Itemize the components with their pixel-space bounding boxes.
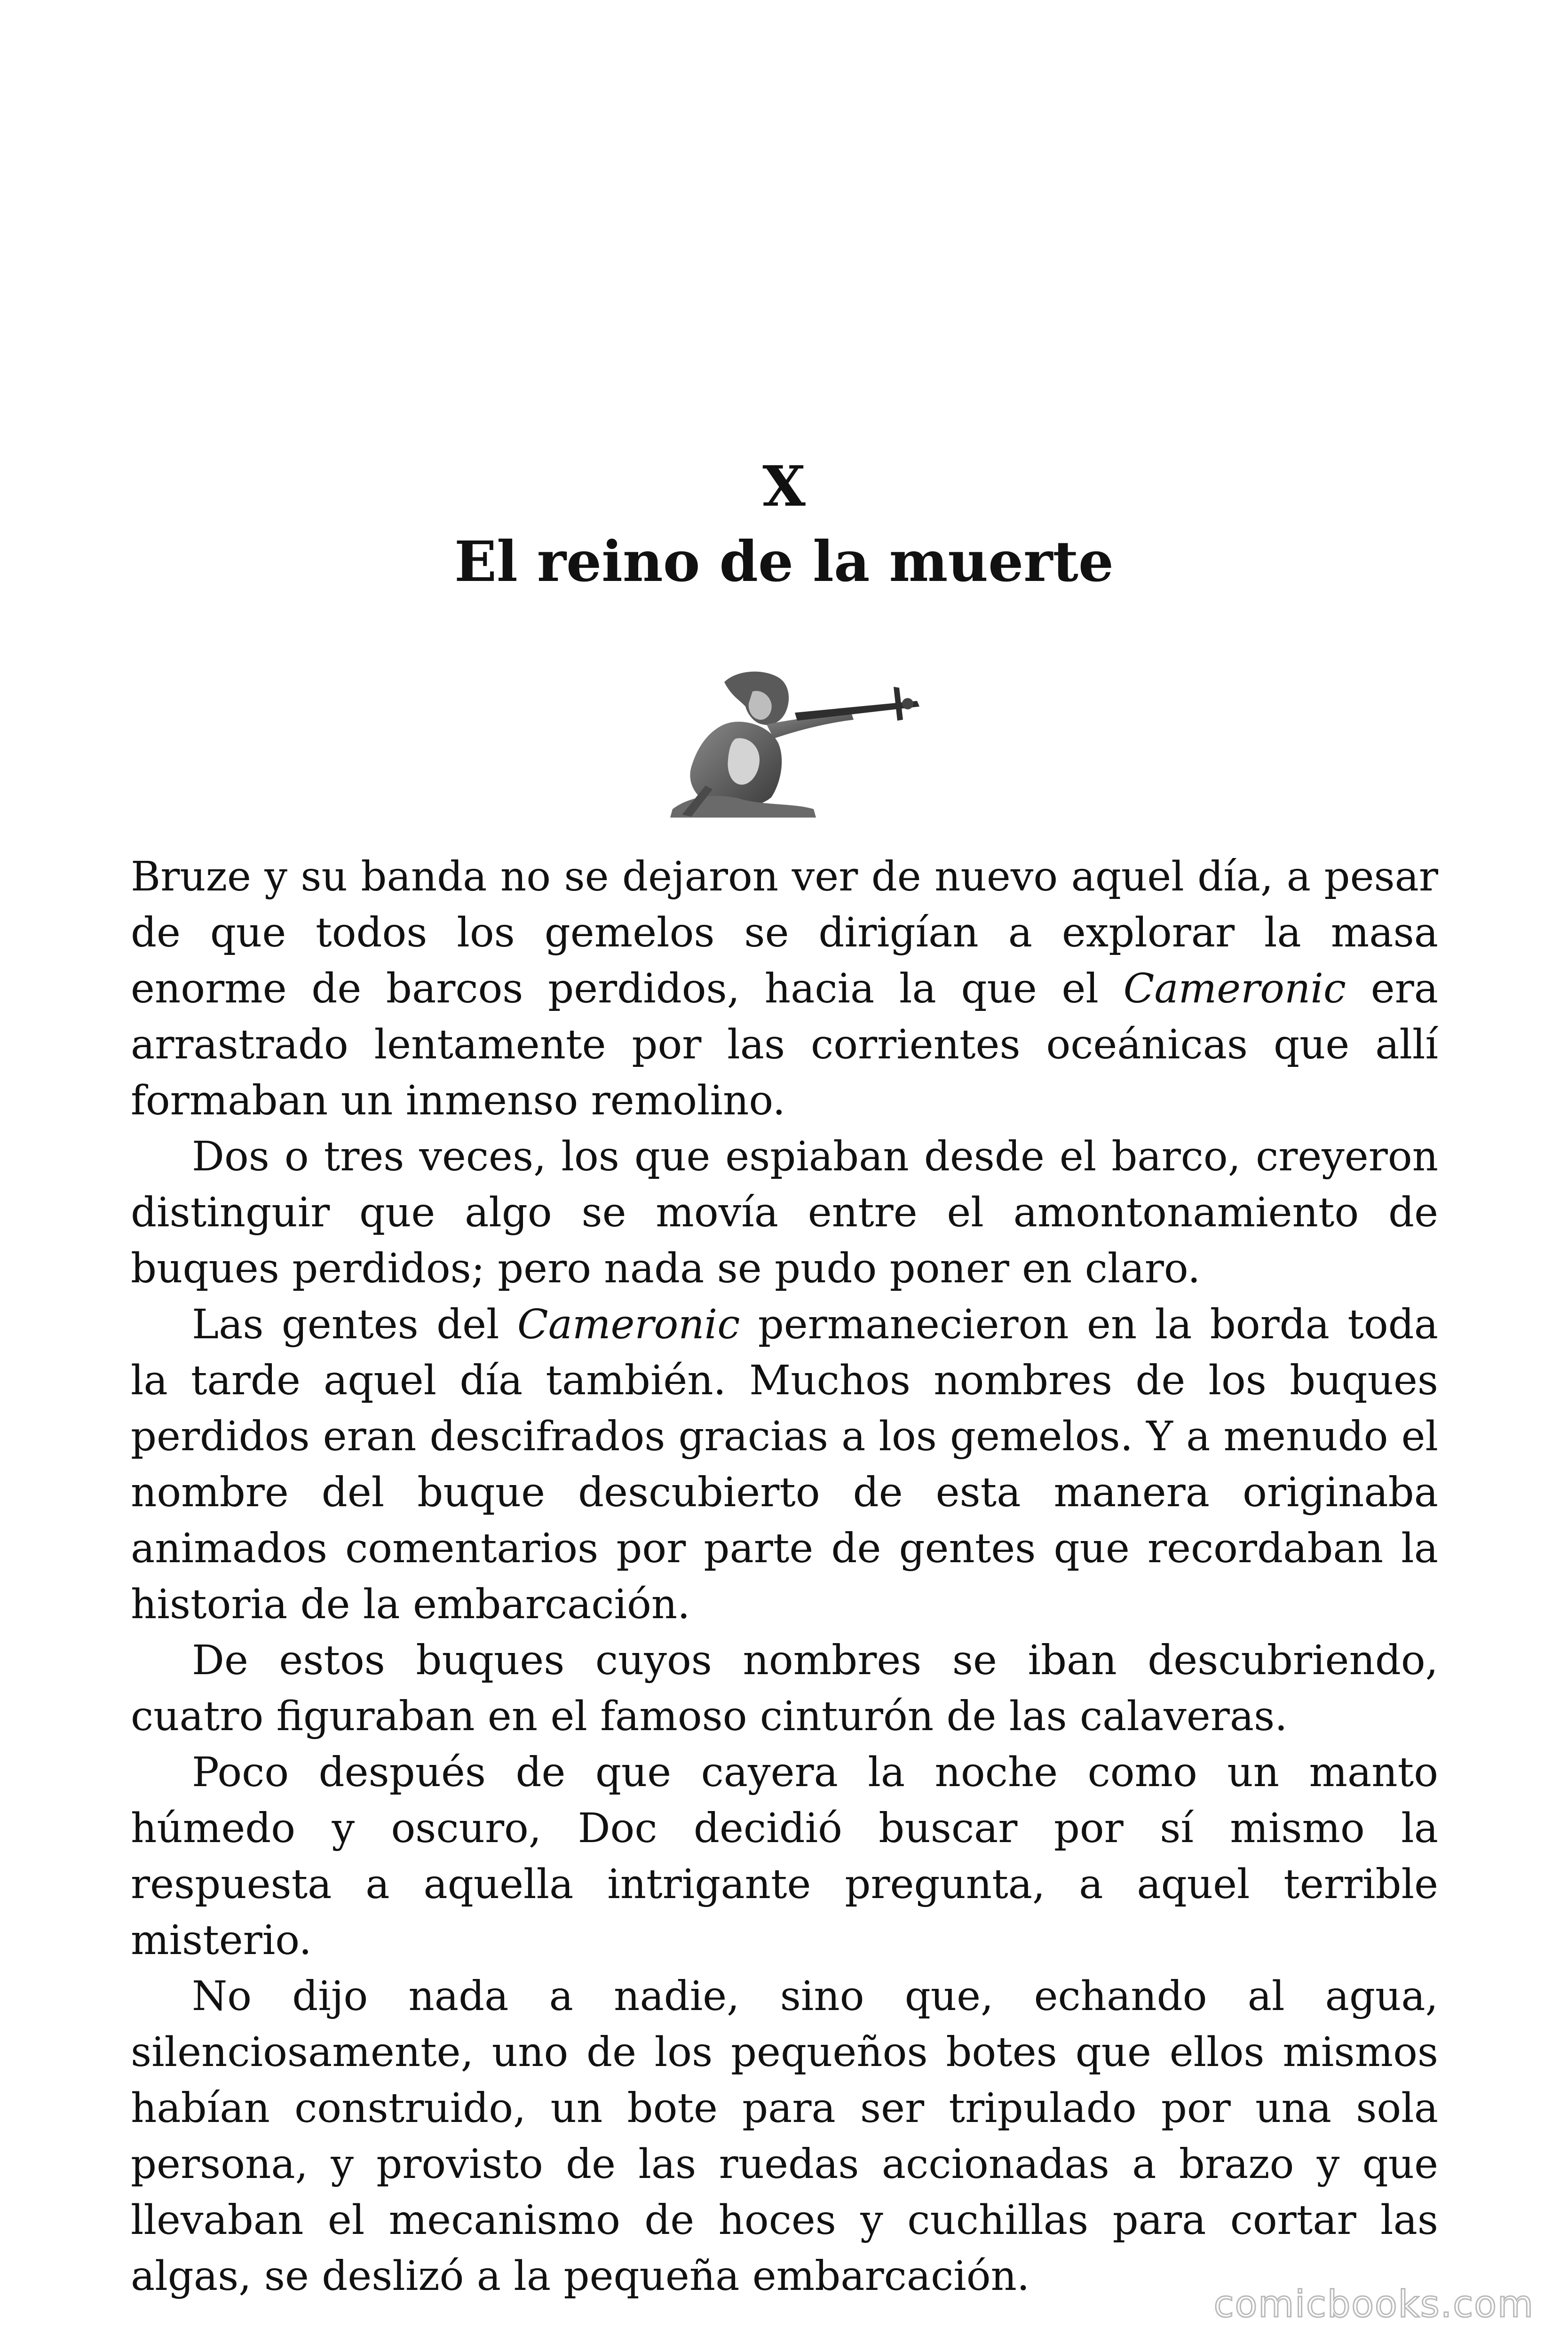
chapter-body [131, 849, 1438, 2304]
paragraph: Poco después de que cayera la noche como un manto húmedo y oscuro, Doc decidió buscar por sí mismo la respuesta a aquella intrigante pregunta, a aquel terrible misterio. [131, 1749, 1438, 1964]
paragraph: De estos buques cuyos nombres se iban descubriendo, cuatro figuraban en el famoso cinturón de las calaveras. [131, 1637, 1438, 1740]
woman-with-crossbow-icon [654, 668, 927, 818]
paragraph: No dijo nada a nadie, sino que, echando al agua, silenciosamente, uno de los pequeños botes que ellos mismos habían construido, un bote para ser tripulado por una sola persona, y provisto de las ruedas accionadas a brazo y que llevaban el mecanismo de hoces y cuchillas para cortar las algas, se deslizó a la pequeña embarcación. [131, 1973, 1438, 2300]
chapter-number: X [762, 453, 806, 519]
chapter-title: El reino de la muerte [454, 529, 1114, 594]
watermark: comicbooks.com [1213, 2283, 1534, 2326]
paragraph: Bruze y su banda no se dejaron ver de nuevo aquel día, a pesar de que todos los gemelos se dirigían a explorar la masa enorme de barcos perdidos, hacia la que el Cameronic era arrastrado lentamente por las corrientes oceánicas que allí formaban un inmenso remolino. [131, 853, 1438, 1124]
paragraph: Las gentes del Cameronic permanecieron en la borda toda la tarde aquel día también. Muchos nombres de los buques perdidos eran descifrados gracias a los gemelos. Y a menudo el nombre del buque descubierto de esta manera originaba animados comentarios por parte de gentes que recordaban la historia de la embarcación. [131, 1301, 1438, 1628]
paragraph: Dos o tres veces, los que espiaban desde el barco, creyeron distinguir que algo se movía entre el amontonamiento de buques perdidos; pero nada se pudo poner en claro. [131, 1133, 1438, 1292]
